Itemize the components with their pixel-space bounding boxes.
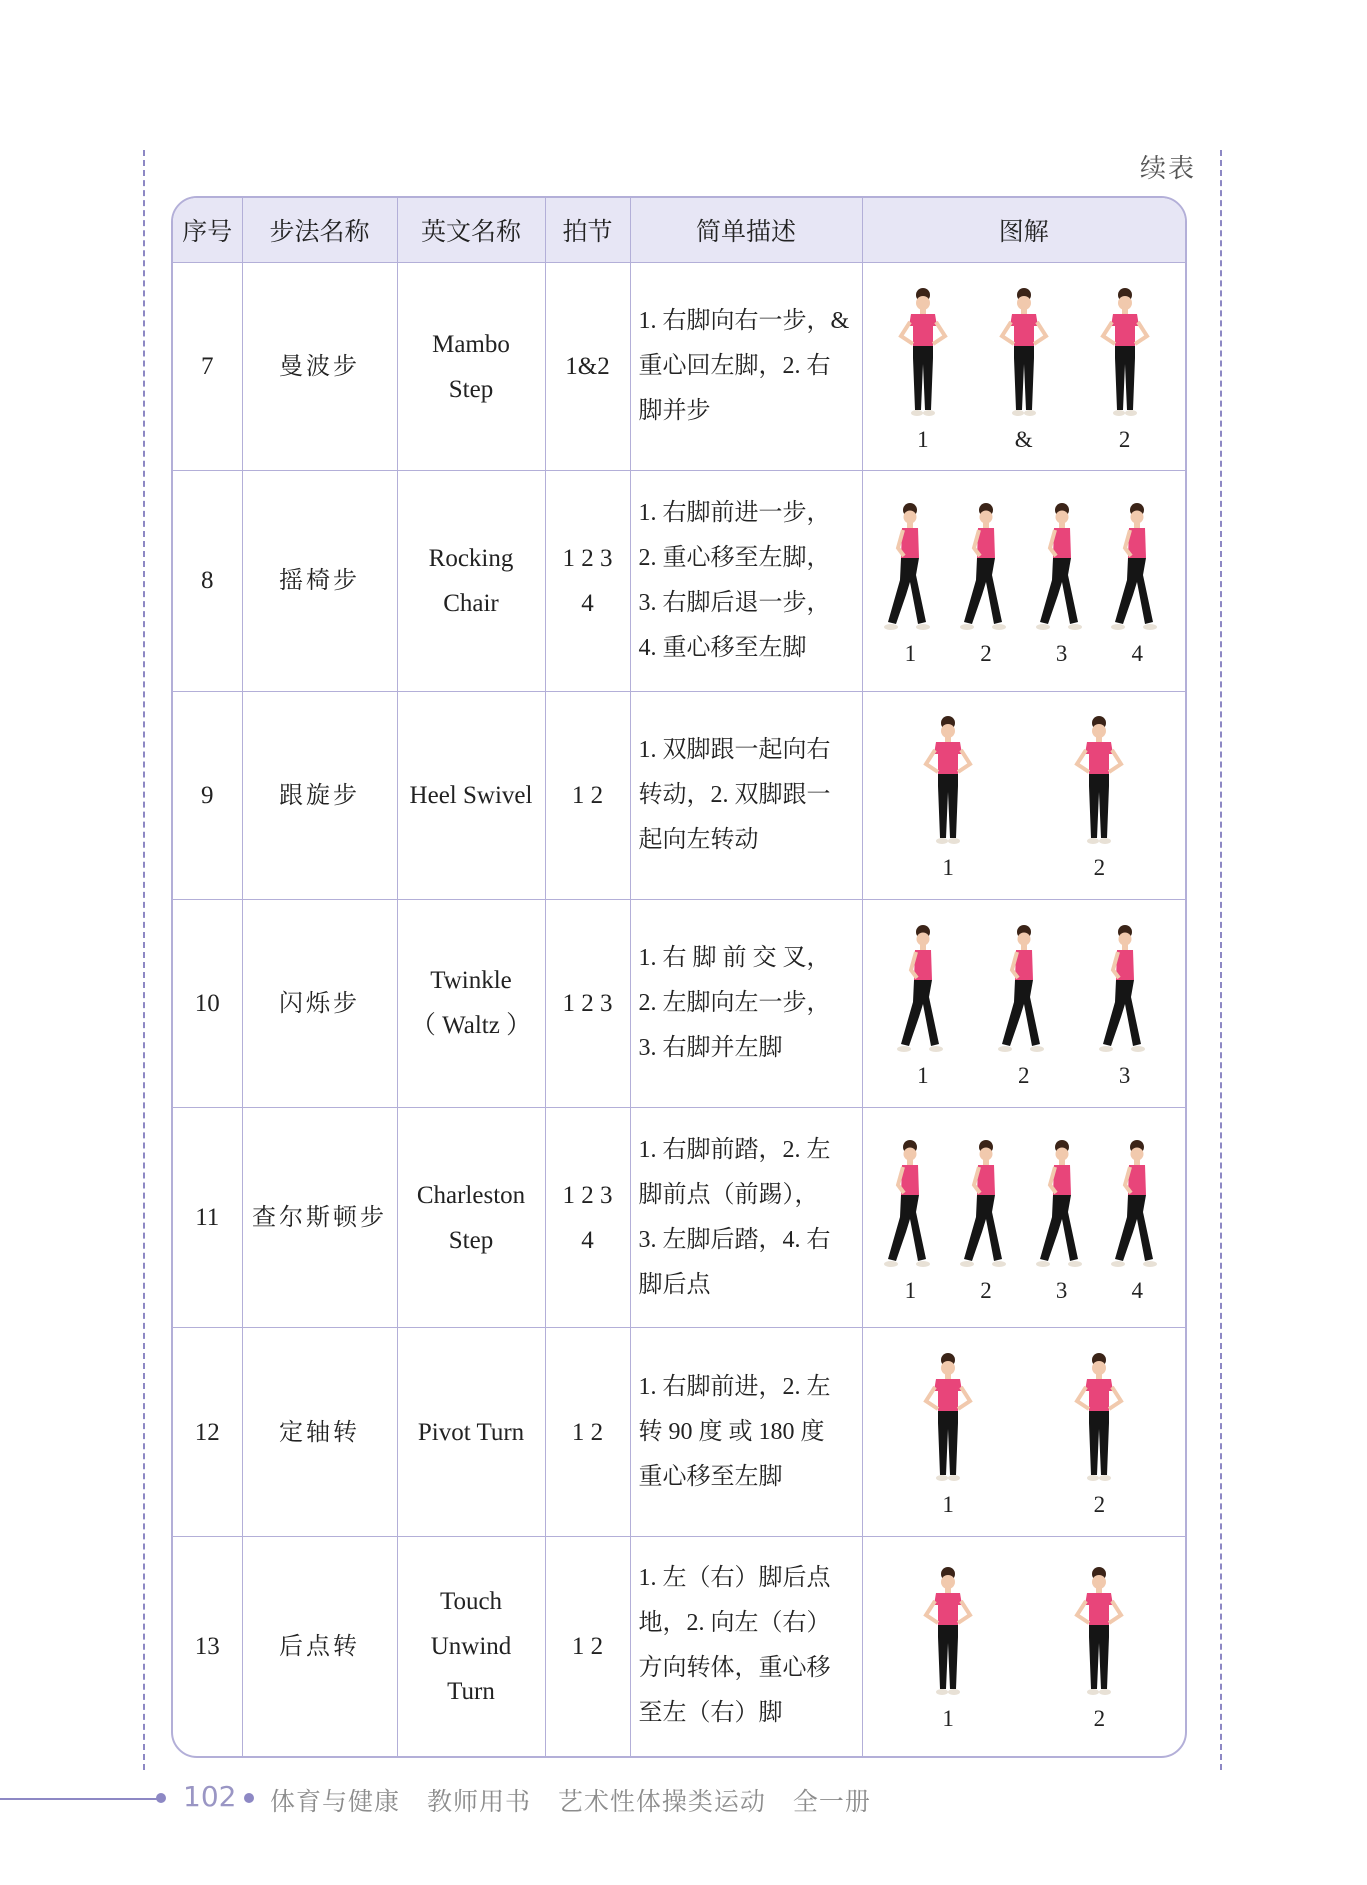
dancer-figure <box>1109 500 1165 666</box>
description-line: 1. 右脚前进，2. 左 <box>638 1373 831 1400</box>
dancer-figure <box>882 500 938 666</box>
english-name <box>397 1328 545 1536</box>
description-line: 转 90 度 或 180 度 <box>638 1418 825 1445</box>
table-row <box>173 471 1185 691</box>
english-name-line: Step <box>448 375 494 403</box>
step-number: 8 <box>173 471 242 691</box>
dancer-figure <box>918 1351 978 1517</box>
description-line: 方向转体，重心移 <box>638 1655 831 1682</box>
step-description <box>630 1536 862 1756</box>
english-name-line: （ Waltz ） <box>410 1012 532 1040</box>
english-name-line: Unwind <box>430 1632 512 1660</box>
step-name: 查尔斯顿步 <box>242 1108 397 1328</box>
figure-count-label: 1 <box>917 1063 929 1089</box>
book-title: 体育与健康 教师用书 艺术性体操类运动 全一册 <box>270 1787 871 1816</box>
dancer-figure <box>893 286 953 452</box>
step-description <box>630 1328 862 1536</box>
dancer-pose-image <box>882 1137 938 1277</box>
dancer-figure <box>918 1565 978 1731</box>
english-name-line: Rocking <box>428 544 514 572</box>
figure-count-label: 3 <box>1055 640 1068 666</box>
english-name <box>397 691 545 899</box>
step-diagram <box>862 1536 1185 1756</box>
figure-count-label: 3 <box>1118 1063 1131 1089</box>
description-line: 1. 双脚跟一起向右 <box>638 736 831 763</box>
beat-count <box>545 1328 630 1536</box>
dancer-pose-image <box>958 500 1014 640</box>
dancer-figure <box>958 500 1014 666</box>
description-line: 至左（右）脚 <box>638 1700 783 1727</box>
beat-line: 1&2 <box>565 353 610 381</box>
english-name <box>397 899 545 1107</box>
step-diagram <box>862 691 1185 899</box>
step-description <box>630 263 862 471</box>
figure-count-label: 2 <box>1093 855 1106 881</box>
dancer-figure <box>1069 1351 1129 1517</box>
step-number: 12 <box>173 1328 242 1536</box>
dancer-figure <box>1034 500 1090 666</box>
description-line: 重心移至左脚 <box>638 1463 783 1490</box>
step-number: 13 <box>173 1536 242 1756</box>
english-name-line: Touch <box>439 1587 503 1615</box>
figure-count-label: 1 <box>942 1706 954 1732</box>
dancer-figure <box>1097 922 1153 1088</box>
figure-count-label: 2 <box>1093 1492 1106 1518</box>
dancer-figure <box>1069 1565 1129 1731</box>
description-line: 重心回左脚，2. 右 <box>638 353 831 380</box>
step-description <box>630 1108 862 1328</box>
figure-count-label: 4 <box>1131 640 1143 666</box>
table-row <box>173 1328 1185 1536</box>
beat-count <box>545 1108 630 1328</box>
beat-line: 1 2 3 <box>562 1181 613 1209</box>
figure-count-label: 1 <box>942 855 954 881</box>
description-line: 1. 右脚前踏，2. 左 <box>638 1136 831 1163</box>
dancer-pose-image <box>1069 1565 1129 1705</box>
diagram-figures <box>863 1133 1186 1303</box>
description-line: 1. 右脚前进一步， <box>638 499 831 526</box>
description-line: 脚并步 <box>638 398 711 425</box>
step-name: 闪烁步 <box>242 899 397 1107</box>
beat-count <box>545 471 630 691</box>
dancer-figure <box>994 286 1054 452</box>
description-line: 1. 右脚向右一步，& <box>638 308 850 335</box>
description-line: 2. 重心移至左脚， <box>638 544 831 571</box>
step-name: 后点转 <box>242 1536 397 1756</box>
footer-rule <box>0 1798 160 1800</box>
table-row <box>173 1536 1185 1756</box>
description-line: 转动，2. 双脚跟一 <box>638 781 831 808</box>
steps-table-frame <box>171 196 1187 1758</box>
dancer-figure <box>918 714 978 880</box>
english-name-line: Mambo <box>432 330 510 358</box>
footer-dot <box>244 1793 254 1803</box>
description-line: 脚前点（前踢）， <box>638 1181 819 1208</box>
step-diagram <box>862 899 1185 1107</box>
dancer-pose-image <box>1034 1137 1090 1277</box>
beat-line: 1 2 <box>571 781 604 809</box>
english-name-line: Charleston <box>416 1181 526 1209</box>
description-line: 脚后点 <box>638 1271 711 1298</box>
description-line: 3. 右脚后退一步， <box>638 589 831 616</box>
dancer-pose-image <box>918 1351 978 1491</box>
dancer-pose-image <box>958 1137 1014 1277</box>
beat-line: 1 2 <box>571 1418 604 1446</box>
step-number: 10 <box>173 899 242 1107</box>
right-guide-line <box>1220 150 1222 1770</box>
step-name: 跟旋步 <box>242 691 397 899</box>
beat-count <box>545 263 630 471</box>
figure-count-label: 4 <box>1131 1277 1143 1303</box>
step-diagram <box>862 1328 1185 1536</box>
diagram-figures <box>863 1347 1186 1517</box>
step-number: 7 <box>173 263 242 471</box>
dancer-figure <box>1109 1137 1165 1303</box>
beat-line: 1 2 <box>571 1632 604 1660</box>
dancer-pose-image <box>1109 500 1165 640</box>
step-description <box>630 471 862 691</box>
dancer-pose-image <box>1109 1137 1165 1277</box>
step-diagram <box>862 471 1185 691</box>
step-number: 9 <box>173 691 242 899</box>
english-name-line: Twinkle <box>430 967 512 995</box>
footer-dot <box>156 1793 166 1803</box>
figure-count-label: 1 <box>904 640 917 666</box>
english-name-line: Turn <box>447 1677 495 1705</box>
step-description <box>630 691 862 899</box>
dancer-figure <box>895 922 951 1088</box>
figure-count-label: 1 <box>917 426 929 452</box>
header-step-name: 步法名称 <box>242 198 397 263</box>
beat-line: 4 <box>581 1226 594 1254</box>
dancer-pose-image <box>1034 500 1090 640</box>
english-name-line: Chair <box>443 589 499 617</box>
dancer-pose-image <box>1095 286 1155 426</box>
dancer-pose-image <box>918 714 978 854</box>
beat-line: 4 <box>581 589 594 617</box>
diagram-figures <box>863 1561 1186 1731</box>
dancer-pose-image <box>1097 922 1153 1062</box>
beat-count <box>545 1536 630 1756</box>
english-name-line: Pivot Turn <box>417 1418 525 1446</box>
diagram-figures <box>863 282 1186 452</box>
table-row <box>173 691 1185 899</box>
figure-count-label: 2 <box>1093 1706 1106 1732</box>
table-header-row <box>173 198 1185 263</box>
description-line: 3. 左脚后踏，4. 右 <box>638 1226 831 1253</box>
step-name: 曼波步 <box>242 263 397 471</box>
diagram-figures <box>863 710 1186 880</box>
dancer-figure <box>958 1137 1014 1303</box>
beat-count <box>545 691 630 899</box>
description-line: 起向左转动 <box>638 826 759 853</box>
dancer-pose-image <box>996 922 1052 1062</box>
english-name <box>397 263 545 471</box>
step-name: 定轴转 <box>242 1328 397 1536</box>
page-footer <box>0 1778 1367 1818</box>
table-row <box>173 1108 1185 1328</box>
english-name-line: Heel Swivel <box>409 781 533 809</box>
dancer-pose-image <box>1069 714 1129 854</box>
dancer-pose-image <box>994 286 1054 426</box>
description-line: 3. 右脚并左脚 <box>638 1034 783 1061</box>
dancer-pose-image <box>1069 1351 1129 1491</box>
description-line: 1. 左（右）脚后点 <box>638 1565 831 1592</box>
dancer-pose-image <box>918 1565 978 1705</box>
step-name: 摇椅步 <box>242 471 397 691</box>
continued-label: 续表 <box>1140 154 1197 184</box>
dancer-pose-image <box>895 922 951 1062</box>
figure-count-label: 2 <box>980 640 992 666</box>
figure-count-label: 1 <box>942 1492 954 1518</box>
description-line: 4. 重心移至左脚 <box>638 634 807 661</box>
header-no: 序号 <box>173 198 242 263</box>
table-row <box>173 263 1185 471</box>
figure-count-label: 1 <box>904 1277 917 1303</box>
beat-line: 1 2 3 <box>562 544 613 572</box>
description-line: 2. 左脚向左一步， <box>638 989 831 1016</box>
dancer-pose-image <box>882 500 938 640</box>
dancer-figure <box>1069 714 1129 880</box>
english-name <box>397 1108 545 1328</box>
dancer-figure <box>882 1137 938 1303</box>
page-number: 102 <box>183 1780 237 1813</box>
figure-count-label: 2 <box>1017 1063 1030 1089</box>
figure-count-label: 3 <box>1055 1277 1068 1303</box>
english-name-line: Step <box>448 1226 494 1254</box>
header-description: 简单描述 <box>630 198 862 263</box>
diagram-figures <box>863 918 1186 1088</box>
dancer-figure <box>1095 286 1155 452</box>
table-row <box>173 899 1185 1107</box>
beat-line: 1 2 3 <box>562 989 613 1017</box>
dancer-pose-image <box>893 286 953 426</box>
header-beat: 拍节 <box>545 198 630 263</box>
english-name <box>397 1536 545 1756</box>
figure-count-label: 2 <box>1118 426 1131 452</box>
header-english-name: 英文名称 <box>397 198 545 263</box>
left-guide-line <box>143 150 145 1770</box>
beat-count <box>545 899 630 1107</box>
step-number: 11 <box>173 1108 242 1328</box>
diagram-figures <box>863 496 1186 666</box>
header-diagram: 图解 <box>862 198 1185 263</box>
dancer-figure <box>996 922 1052 1088</box>
description-line: 1. 右 脚 前 交 叉， <box>638 944 831 971</box>
step-diagram <box>862 1108 1185 1328</box>
figure-count-label: 2 <box>980 1277 992 1303</box>
dancer-figure <box>1034 1137 1090 1303</box>
english-name <box>397 471 545 691</box>
step-diagram <box>862 263 1185 471</box>
description-line: 地，2. 向左（右） <box>638 1610 831 1637</box>
step-description <box>630 899 862 1107</box>
figure-count-label: & <box>1014 426 1033 452</box>
steps-table <box>173 198 1185 1756</box>
